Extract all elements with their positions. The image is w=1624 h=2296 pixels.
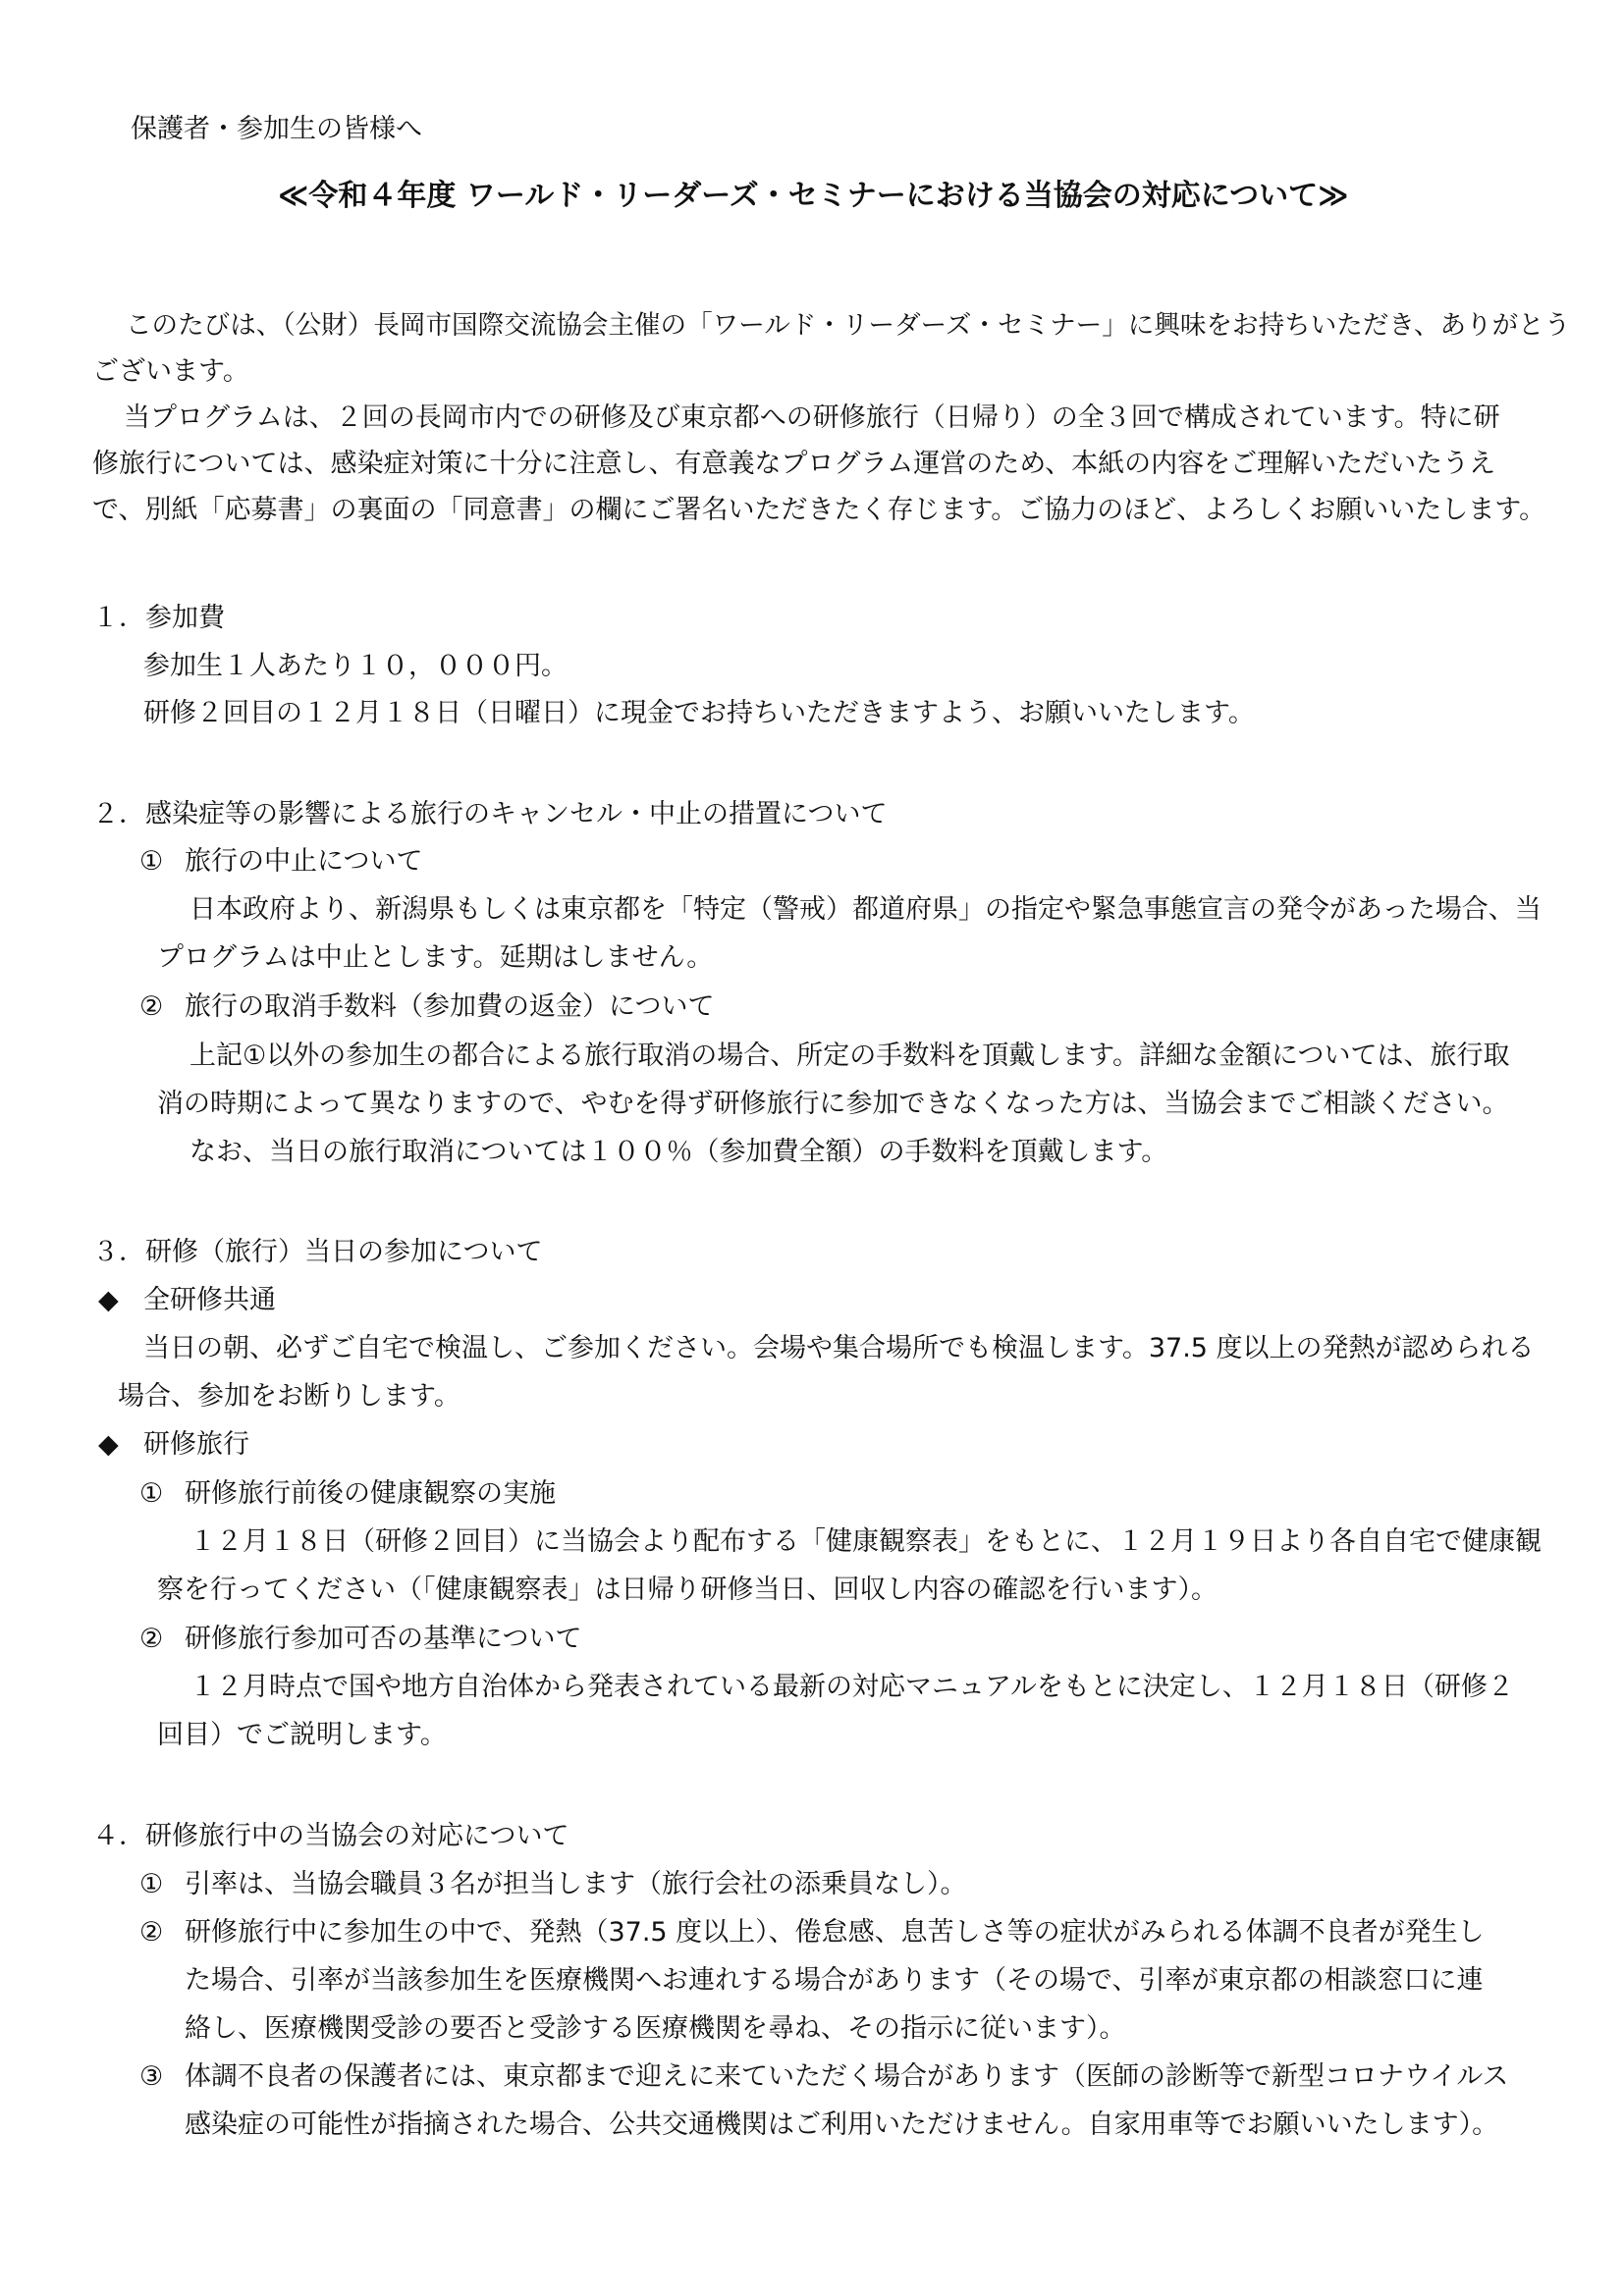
section-3-item-1-line: １２月１８日（研修２回目）に当協会より配布する「健康観察表」をもとに、１２月１９日より各自自宅で健康観	[189, 1526, 1542, 1557]
section-3-item-2-marker: ②	[139, 1624, 164, 1654]
salutation: 保護者・参加生の皆様へ	[131, 114, 422, 144]
section-4-item-2-marker: ②	[139, 1917, 164, 1948]
section-4-item-3-line: 感染症の可能性が指摘された場合、公共交通機関はご利用いただけません。自家用車等でお願いいたします）。	[185, 2109, 1499, 2140]
section-3-item-2-line: １２月時点で国や地方自治体から発表されている最新の対応マニュアルをもとに決定し、１２月１８日（研修２	[189, 1672, 1514, 1702]
section-4-item-1-marker: ①	[139, 1869, 164, 1899]
section-3-sub-2-label: 研修旅行	[143, 1429, 249, 1460]
intro-line: で、別紙「応募書」の裏面の「同意書」の欄にご署名いただきたく存じます。ご協力のほど、よろしくお願いいたします。	[92, 495, 1546, 525]
intro-line: このたびは、（公財）長岡市国際交流協会主催の「ワールド・リーダーズ・セミナー」に興味をお持ちいただき、ありがとう	[126, 310, 1571, 341]
section-3-heading: ３．研修（旅行）当日の参加について	[92, 1237, 543, 1267]
section-2-item-2-line: 消の時期によって異なりますので、やむを得ず研修旅行に参加できなくなった方は、当協会までご相談ください。	[157, 1089, 1509, 1119]
section-4-item-3-marker: ③	[139, 2061, 164, 2092]
section-4-item-3-line: 体調不良者の保護者には、東京都まで迎えに来ていただく場合があります（医師の診断等で新型コロナウイルス	[185, 2061, 1509, 2092]
section-2-heading: ２．感染症等の影響による旅行のキャンセル・中止の措置について	[92, 799, 888, 829]
diamond-bullet-icon: ◆	[98, 1285, 119, 1315]
intro-line: 当プログラムは、２回の長岡市内での研修及び東京都への研修旅行（日帰り）の全３回で構成されています。特に研	[124, 402, 1500, 433]
section-3-item-1-label: 研修旅行前後の健康観察の実施	[185, 1478, 556, 1509]
section-3-item-2-label: 研修旅行参加可否の基準について	[185, 1624, 582, 1654]
section-4-item-1-line: 引率は、当協会職員３名が担当します（旅行会社の添乗員なし）。	[185, 1869, 967, 1899]
section-2-item-2-marker: ②	[139, 991, 164, 1022]
section-4-item-2-line: た場合、引率が当該参加生を医療機関へお連れする場合があります（その場で、引率が東京都の相談窓口に連	[185, 1965, 1484, 1996]
section-1-heading: １．参加費	[92, 603, 225, 633]
section-1-line: 参加生１人あたり１０，０００円。	[143, 651, 568, 681]
section-2-item-1-marker: ①	[139, 846, 164, 877]
section-3-sub-1-line: 場合、参加をお断りします。	[118, 1381, 460, 1412]
section-3-item-1-marker: ①	[139, 1478, 164, 1509]
section-3-item-2-line: 回目）でご説明します。	[157, 1720, 447, 1750]
section-2-item-1-label: 旅行の中止について	[185, 846, 423, 877]
section-2-item-2-line: 上記①以外の参加生の都合による旅行取消の場合、所定の手数料を頂戴します。詳細な金額については、旅行取	[189, 1041, 1510, 1071]
document-title: ≪令和４年度 ワールド・リーダーズ・セミナーにおける当協会の対応について≫	[278, 179, 1349, 213]
section-3-sub-1-label: 全研修共通	[143, 1285, 276, 1315]
section-2-item-2-line: なお、当日の旅行取消については１００％（参加費全額）の手数料を頂戴します。	[189, 1137, 1168, 1167]
section-3-item-1-line: 察を行ってください（「健康観察表」は日帰り研修当日、回収し内容の確認を行います）。	[157, 1575, 1218, 1605]
intro-line: 修旅行については、感染症対策に十分に注意し、有意義なプログラム運営のため、本紙の内容をご理解いただいたうえ	[92, 449, 1496, 479]
section-4-heading: ４．研修旅行中の当協会の対応について	[92, 1821, 569, 1851]
section-1-line: 研修２回目の１２月１８日（日曜日）に現金でお持ちいただきますよう、お願いいたします。	[143, 698, 1255, 728]
section-4-item-2-line: 絡し、医療機関受診の要否と受診する医療機関を尋ね、その指示に従います）。	[185, 2013, 1126, 2044]
section-2-item-2-label: 旅行の取消手数料（参加費の返金）について	[185, 991, 715, 1022]
section-2-item-1-line: 日本政府より、新潟県もしくは東京都を「特定（警戒）都道府県」の指定や緊急事態宣言の発令があった場合、当	[189, 894, 1542, 925]
section-3-sub-1-line: 当日の朝、必ずご自宅で検温し、ご参加ください。会場や集合場所でも検温します。37.5 度以上の発熱が認められる	[143, 1333, 1535, 1363]
diamond-bullet-icon: ◆	[98, 1429, 119, 1460]
section-4-item-2-line: 研修旅行中に参加生の中で、発熱（37.5 度以上）、倦怠感、息苦しさ等の症状がみられる体調不良者が発生し	[185, 1917, 1485, 1948]
intro-line: ございます。	[92, 356, 249, 387]
section-2-item-1-line: プログラムは中止とします。延期はしません。	[157, 942, 714, 973]
